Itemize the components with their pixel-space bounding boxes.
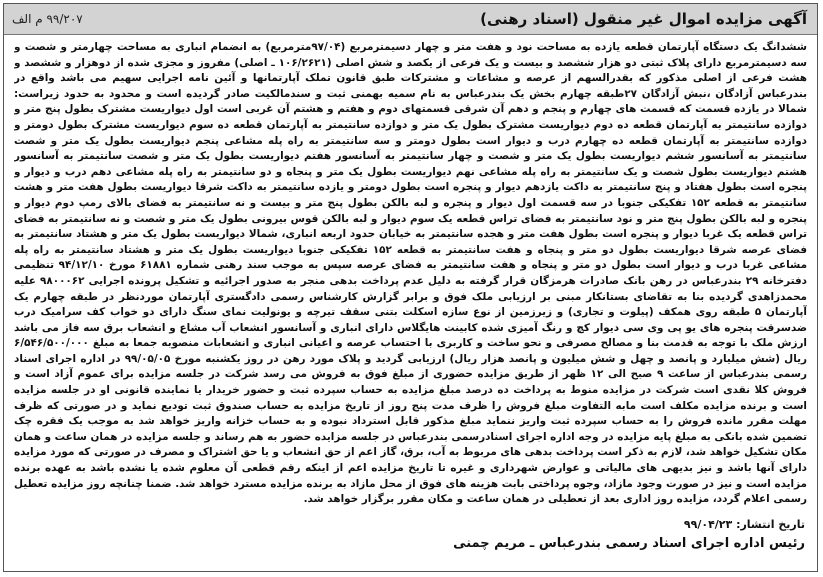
notice-header: [4, 4, 817, 35]
auction-notice: [3, 3, 818, 572]
publication-date: تاریخ انتشار: ۹۹/۰۴/۲۳: [683, 518, 805, 531]
notice-code: ۹۹/۲۰۷ م الف: [12, 12, 83, 26]
signature: رئیس اداره اجرای اسناد رسمی بندرعباس ـ مریم چمنی: [453, 536, 805, 551]
notice-title: آگهی مزایده اموال غیر منقول (اسناد رهنی): [480, 10, 807, 28]
notice-body: ششدانگ یک دستگاه آپارتمان قطعه یازده به مساحت نود و هفت متر و چهار دسیمترمربع (۹۷/۰۴مترمربع) به انضمام انباری به مساحت چهارمتر و شصت و سه دسیمترمربع دارای پلاک ثبتی دو هزار ششصد و بیست و یک فرعی از یکصد و شش اصلی (۱۰۶/۲۶۲۱ ـ اصلی) مفروز و مجزی شده از دوهزار و ششصد و هشت فرعی از اصلی مذکور که بقدرالسهم از عرصه و مشاعات و مشترکات طبق قانون تملک آپارتمانها و آئین نامه اجرایی سهیم می باشد واقع در بندرعباس آزادگان ،نبش آزادگان ۲۷طبقه چهارم بخش یک بندرعباس به نام سمیه بهمنی ثبت و سندمالکیت صادر گردیده است و محدود به حدود زیراست: شمالا در یازده قسمت که قسمت های چهارم و پنجم و دهم آن شرقی قسمتهای دوم و هفتم و هشتم آن غربی است اول دیواریست مشترک بطول پنج متر و دوازده سانتیمتر به آپارتمان قطعه ده دوم دیواریست مشترک بطول یک متر و دوازده سانتیمتر به آپارتمان قطعه ده سوم دیواریست مشترک بطول دومتر و دوازده سانتیمتر به آپارتمان قطعه ده چهارم درب و دیوار است بطول دومتر و سه سانتیمتر به راه پله مشاعی پنجم دیواریست بطول یک متر و شصت سانتیمتر به آسانسور ششم دیواریست بطول یک متر و شصت و چهار سانتیمتر به آسانسور هفتم دیواریست بطول یک متر و شصت سانتیمتر به آسانسور هشتم دیواریست بطول شصت و یک سانتیمتر به راه پله مشاعی نهم دیواریست بطول یک متر و پنجاه و دو سانتیمتر به راه پله مشاعی دهم درب و دیوار و پنجره است بطول هفتاد و پنج سانتیمتر به داکت یازدهم دیوار و پنجره است بطول دومتر و یازده سانتیمتر به داکت شرقا دیواریست بطول هفت متر و هشت سانتیمتر به قطعه ۱۵۲ تفکیکی جنوبا در سه قسمت اول دیوار و پنجره و لبه بالکن بطول پنج متر و بیست و نه سانتیمتر به فضای بالای رمپ دوم دیوار و پنجره و لبه بالکن بطول پنج متر و نود سانتیمتر به فضای تراس قطعه یک سوم دیوار و لبه بالکن قوس بیرونی بطول یک متر و شصت و نه سانتیمتر به فضای تراس قطعه یک غربا دیوار و پنجره است بطول هفت متر و هجده سانتیمتر به خیابان حدود اربعه انباری، شمالا دیواریست بطول یک متر و هشتاد سانتیمتر به فضای عرصه شرقا دیواریست بطول دو متر و پنجاه و هفت سانتیمتر به قطعه ۱۵۲ تفکیکی جنوبا دیواریست بطول یک متر و هشتاد سانتیمتر به راه پله مشاعی غربا درب و دیوار است بطول دو متر و پنجاه و هفت سانتیمتر به فضای عرصه سپس به موجب سند رهنی شماره ۶۱۸۸۱ مورخ ۹۴/۱۲/۱۰ تنظیمی دفترخانه ۲۹ بندرعباس در رهن بانک صادرات هرمزگان قرار گرفته به دلیل عدم پرداخت بدهی منجر به صدور اجرائیه و تشکیل پرونده اجرایی ۹۸۰۰۰۶۲ علیه محمدزاهدی گردیده بنا به تقاضای بستانکار مبنی بر ارزیابی ملک فوق و برابر گزارش کارشناس رسمی دادگستری آپارتمان موردنظر در طبقه چهارم یک آپارتمان ۵ طبقه روی همکف (پیلوت و تجاری) و زیرزمین از نوع سازه اسکلت بتنی سقف تیرچه و یونولیت نمای سنگ دارای دو خواب کف سرامیک درب ضدسرقت پنجره های یو پی وی سی دیوار کچ و رنگ آمیزی شده کابینت هایگلاس دارای انباری و آسانسور انشعاب آب مشاع و انشعاب برق سه فاز می باشد ارزش ملک با توجه به قدمت بنا و مصالح مصرفی و نحو ساخت و کاربری با احتساب عرصه و اعیانی انباری و انشعابات منصوبه جمعا به مبلغ ۶/۵۴۶/۵۰۰/۰۰۰ ریال (شش میلیارد و پانصد و چهل و شش میلیون و پانصد هزار ریال) ارزیابی گردید و پلاک مورد رهن در روز یکشنبه مورخ ۹۹/۰۵/۰۵ در اداره اجرای اسناد رسمی بندرعباس از ساعت ۹ صبح الی ۱۲ ظهر از طریق مزایده حضوری از مبلغ فوق به فروش می رسد شرکت در جلسه مزایده برای عموم آزاد است و فروش کلا نقدی است شرکت در مزایده منوط به پرداخت ده درصد مبلغ مزایده به حساب سپرده ثبت و حضور خریدار یا نماینده قانونی او در جلسه مزایده است و برنده مزایده مکلف است مابه التفاوت مبلغ فروش را ظرف مدت پنج روز از تاریخ مزایده به حساب صندوق ثبت تودیع نماید و در صورتی که ظرف مهلت مقرر مانده فروش را به حساب سپرده ثبت واریز ننماید مبلغ مذکور قابل استرداد نبوده و به حساب خزانه واریز خواهد شد به موجب یک فقره چک تضمین شده بانکی به مبلغ پایه مزایده در وجه اداره اجرای اسنادرسمی بندرعباس در جلسه مزایده حضور به هم رساند و جلسه مزایده در همان ساعت و همان مکان تشکیل خواهد شد، لازم به ذکر است پرداخت بدهی های مربوط به آب، برق، گاز اعم از حق انشعاب و یا حق اشتراک و مصرف در صورتی که مورد مزایده دارای آنها باشد و نیز بدیهی های مالیاتی و عوارض شهرداری و غیره تا تاریخ مزایده اعم از اینکه رقم قطعی آن معلوم شده یا نشده باشد به عهده برنده مزایده است و نیز در صورت وجود مازاد، وجوه پرداختی بابت هزینه های فوق از محل مازاد به برنده مزایده مسترد خواهد شد. ضمنا چنانچه روز مزایده تعطیل رسمی اعلام گردد، مزایده روز اداری بعد از تعطیلی در همان ساعت و مکان مقرر برگزار خواهد شد.: [14, 41, 807, 506]
